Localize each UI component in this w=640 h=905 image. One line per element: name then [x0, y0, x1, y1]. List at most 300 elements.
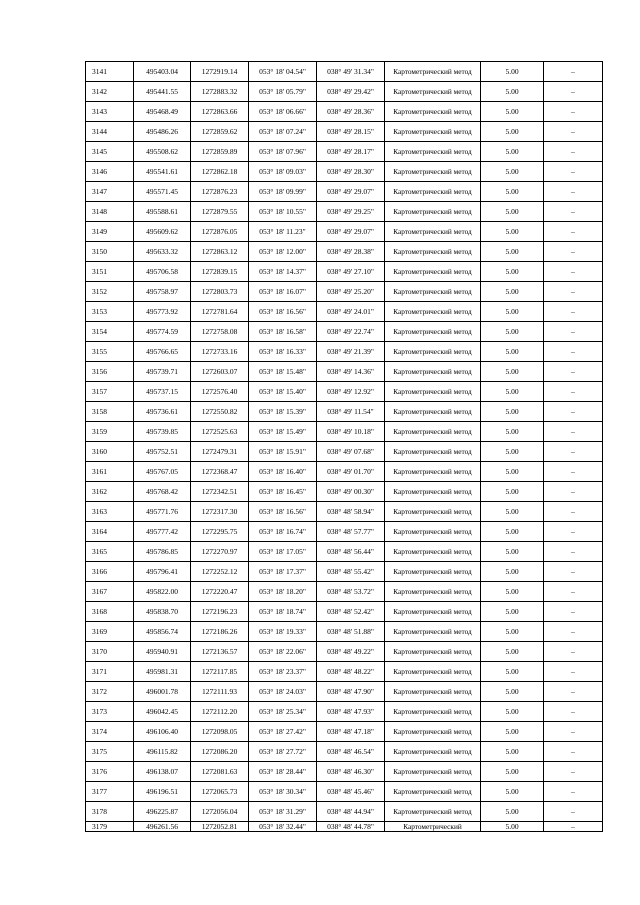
x-coordinate-cell: 495838.70 [134, 602, 191, 622]
longitude-cell: 038° 48' 55.42" [317, 562, 385, 582]
method-cell: Картометрический метод [385, 762, 481, 782]
x-coordinate-cell: 496042.45 [134, 702, 191, 722]
accuracy-cell: 5.00 [481, 102, 544, 122]
accuracy-cell: 5.00 [481, 662, 544, 682]
note-cell: – [544, 62, 603, 82]
x-coordinate-cell: 496138.07 [134, 762, 191, 782]
method-cell: Картометрический метод [385, 702, 481, 722]
method-cell: Картометрический метод [385, 342, 481, 362]
x-coordinate-cell: 495766.65 [134, 342, 191, 362]
longitude-cell: 038° 49' 14.36" [317, 362, 385, 382]
note-cell: – [544, 642, 603, 662]
table-row [86, 162, 603, 182]
latitude-cell: 053° 18' 15.91" [249, 442, 317, 462]
method-cell: Картометрический метод [385, 302, 481, 322]
point-number-cell: 3161 [86, 462, 134, 482]
latitude-cell: 053° 18' 10.55" [249, 202, 317, 222]
y-coordinate-cell: 1272342.51 [191, 482, 249, 502]
method-cell: Картометрический метод [385, 522, 481, 542]
longitude-cell: 038° 49' 01.70" [317, 462, 385, 482]
note-cell: – [544, 222, 603, 242]
table-row [86, 622, 603, 642]
method-cell: Картометрический метод [385, 222, 481, 242]
table-row [86, 762, 603, 782]
method-cell: Картометрический метод [385, 142, 481, 162]
accuracy-cell: 5.00 [481, 62, 544, 82]
method-cell: Картометрический метод [385, 642, 481, 662]
note-cell: – [544, 162, 603, 182]
longitude-cell: 038° 49' 28.17" [317, 142, 385, 162]
point-number-cell: 3160 [86, 442, 134, 462]
y-coordinate-cell: 1272876.23 [191, 182, 249, 202]
point-number-cell: 3172 [86, 682, 134, 702]
x-coordinate-cell: 495571.45 [134, 182, 191, 202]
table-row [86, 242, 603, 262]
note-cell: – [544, 322, 603, 342]
table-row [86, 282, 603, 302]
longitude-cell: 038° 49' 00.30" [317, 482, 385, 502]
note-cell: – [544, 782, 603, 802]
accuracy-cell: 5.00 [481, 142, 544, 162]
y-coordinate-cell: 1272056.04 [191, 802, 249, 822]
y-coordinate-cell: 1272086.20 [191, 742, 249, 762]
y-coordinate-cell: 1272863.12 [191, 242, 249, 262]
y-coordinate-cell: 1272550.82 [191, 402, 249, 422]
note-cell: – [544, 622, 603, 642]
y-coordinate-cell: 1272919.14 [191, 62, 249, 82]
y-coordinate-cell: 1272220.47 [191, 582, 249, 602]
point-number-cell: 3158 [86, 402, 134, 422]
latitude-cell: 053° 18' 07.96" [249, 142, 317, 162]
note-cell: – [544, 362, 603, 382]
y-coordinate-cell: 1272576.40 [191, 382, 249, 402]
table-row [86, 522, 603, 542]
point-number-cell: 3151 [86, 262, 134, 282]
method-cell: Картометрический метод [385, 402, 481, 422]
method-cell: Картометрический метод [385, 602, 481, 622]
method-cell: Картометрический метод [385, 182, 481, 202]
x-coordinate-cell: 495768.42 [134, 482, 191, 502]
coordinates-table [85, 61, 603, 832]
x-coordinate-cell: 495588.61 [134, 202, 191, 222]
note-cell: – [544, 122, 603, 142]
point-number-cell: 3143 [86, 102, 134, 122]
latitude-cell: 053° 18' 18.74" [249, 602, 317, 622]
accuracy-cell: 5.00 [481, 502, 544, 522]
method-cell: Картометрический метод [385, 262, 481, 282]
latitude-cell: 053° 18' 16.07" [249, 282, 317, 302]
latitude-cell: 053° 18' 17.05" [249, 542, 317, 562]
method-cell: Картометрический метод [385, 102, 481, 122]
point-number-cell: 3156 [86, 362, 134, 382]
point-number-cell: 3159 [86, 422, 134, 442]
point-number-cell: 3150 [86, 242, 134, 262]
point-number-cell: 3142 [86, 82, 134, 102]
accuracy-cell: 5.00 [481, 122, 544, 142]
table-row [86, 122, 603, 142]
accuracy-cell: 5.00 [481, 222, 544, 242]
accuracy-cell: 5.00 [481, 642, 544, 662]
accuracy-cell: 5.00 [481, 402, 544, 422]
y-coordinate-cell: 1272525.63 [191, 422, 249, 442]
longitude-cell: 038° 48' 46.30" [317, 762, 385, 782]
x-coordinate-cell: 495541.61 [134, 162, 191, 182]
y-coordinate-cell: 1272112.20 [191, 702, 249, 722]
longitude-cell: 038° 48' 45.46" [317, 782, 385, 802]
note-cell: – [544, 82, 603, 102]
y-coordinate-cell: 1272876.05 [191, 222, 249, 242]
method-cell: Картометрический метод [385, 82, 481, 102]
y-coordinate-cell: 1272196.23 [191, 602, 249, 622]
x-coordinate-cell: 495633.32 [134, 242, 191, 262]
table-row [86, 562, 603, 582]
method-cell: Картометрический метод [385, 202, 481, 222]
y-coordinate-cell: 1272317.30 [191, 502, 249, 522]
table-row [86, 362, 603, 382]
accuracy-cell: 5.00 [481, 82, 544, 102]
longitude-cell: 038° 49' 27.10" [317, 262, 385, 282]
accuracy-cell: 5.00 [481, 482, 544, 502]
point-number-cell: 3149 [86, 222, 134, 242]
point-number-cell: 3168 [86, 602, 134, 622]
latitude-cell: 053° 18' 31.29" [249, 802, 317, 822]
method-cell: Картометрический метод [385, 482, 481, 502]
point-number-cell: 3146 [86, 162, 134, 182]
accuracy-cell: 5.00 [481, 422, 544, 442]
method-cell: Картометрический метод [385, 582, 481, 602]
x-coordinate-cell: 495508.62 [134, 142, 191, 162]
x-coordinate-cell: 495752.51 [134, 442, 191, 462]
latitude-cell: 053° 18' 32.44" [249, 822, 317, 832]
latitude-cell: 053° 18' 15.39" [249, 402, 317, 422]
x-coordinate-cell: 495758.97 [134, 282, 191, 302]
point-number-cell: 3178 [86, 802, 134, 822]
point-number-cell: 3141 [86, 62, 134, 82]
table-row [86, 62, 603, 82]
latitude-cell: 053° 18' 17.37" [249, 562, 317, 582]
accuracy-cell: 5.00 [481, 242, 544, 262]
x-coordinate-cell: 495767.05 [134, 462, 191, 482]
point-number-cell: 3167 [86, 582, 134, 602]
latitude-cell: 053° 18' 16.56" [249, 302, 317, 322]
accuracy-cell: 5.00 [481, 442, 544, 462]
latitude-cell: 053° 18' 18.20" [249, 582, 317, 602]
note-cell: – [544, 262, 603, 282]
note-cell: – [544, 602, 603, 622]
longitude-cell: 038° 48' 48.22" [317, 662, 385, 682]
x-coordinate-cell: 495773.92 [134, 302, 191, 322]
longitude-cell: 038° 49' 24.01" [317, 302, 385, 322]
table-row [86, 502, 603, 522]
note-cell: – [544, 582, 603, 602]
longitude-cell: 038° 48' 58.94" [317, 502, 385, 522]
y-coordinate-cell: 1272603.07 [191, 362, 249, 382]
y-coordinate-cell: 1272052.81 [191, 822, 249, 832]
method-cell: Картометрический метод [385, 802, 481, 822]
latitude-cell: 053° 18' 06.66" [249, 102, 317, 122]
accuracy-cell: 5.00 [481, 582, 544, 602]
method-cell: Картометрический метод [385, 542, 481, 562]
latitude-cell: 053° 18' 04.54" [249, 62, 317, 82]
point-number-cell: 3163 [86, 502, 134, 522]
method-cell: Картометрический метод [385, 682, 481, 702]
table-row [86, 202, 603, 222]
longitude-cell: 038° 49' 31.34" [317, 62, 385, 82]
note-cell: – [544, 482, 603, 502]
x-coordinate-cell: 495737.15 [134, 382, 191, 402]
longitude-cell: 038° 48' 47.93" [317, 702, 385, 722]
accuracy-cell: 5.00 [481, 162, 544, 182]
note-cell: – [544, 202, 603, 222]
point-number-cell: 3157 [86, 382, 134, 402]
note-cell: – [544, 682, 603, 702]
accuracy-cell: 5.00 [481, 802, 544, 822]
accuracy-cell: 5.00 [481, 742, 544, 762]
point-number-cell: 3148 [86, 202, 134, 222]
accuracy-cell: 5.00 [481, 202, 544, 222]
x-coordinate-cell: 495736.61 [134, 402, 191, 422]
longitude-cell: 038° 49' 11.54" [317, 402, 385, 422]
note-cell: – [544, 302, 603, 322]
x-coordinate-cell: 495786.85 [134, 542, 191, 562]
table-row [86, 642, 603, 662]
table-row [86, 142, 603, 162]
longitude-cell: 038° 48' 57.77" [317, 522, 385, 542]
note-cell: – [544, 762, 603, 782]
method-cell: Картометрический метод [385, 742, 481, 762]
table-row [86, 682, 603, 702]
accuracy-cell: 5.00 [481, 622, 544, 642]
method-cell: Картометрический метод [385, 422, 481, 442]
longitude-cell: 038° 48' 47.18" [317, 722, 385, 742]
x-coordinate-cell: 495774.59 [134, 322, 191, 342]
x-coordinate-cell: 495609.62 [134, 222, 191, 242]
table-row [86, 582, 603, 602]
x-coordinate-cell: 496225.87 [134, 802, 191, 822]
point-number-cell: 3175 [86, 742, 134, 762]
note-cell: – [544, 722, 603, 742]
method-cell: Картометрический метод [385, 722, 481, 742]
point-number-cell: 3170 [86, 642, 134, 662]
longitude-cell: 038° 49' 29.25" [317, 202, 385, 222]
longitude-cell: 038° 48' 52.42" [317, 602, 385, 622]
table-row [86, 702, 603, 722]
table-row [86, 222, 603, 242]
point-number-cell: 3162 [86, 482, 134, 502]
note-cell: – [544, 562, 603, 582]
note-cell: – [544, 422, 603, 442]
method-cell: Картометрический метод [385, 162, 481, 182]
y-coordinate-cell: 1272368.47 [191, 462, 249, 482]
accuracy-cell: 5.00 [481, 462, 544, 482]
latitude-cell: 053° 18' 09.03" [249, 162, 317, 182]
latitude-cell: 053° 18' 16.74" [249, 522, 317, 542]
accuracy-cell: 5.00 [481, 182, 544, 202]
latitude-cell: 053° 18' 19.33" [249, 622, 317, 642]
longitude-cell: 038° 48' 56.44" [317, 542, 385, 562]
note-cell: – [544, 282, 603, 302]
note-cell: – [544, 142, 603, 162]
table-row [86, 662, 603, 682]
table-row [86, 442, 603, 462]
accuracy-cell: 5.00 [481, 302, 544, 322]
table-row [86, 542, 603, 562]
x-coordinate-cell: 496115.82 [134, 742, 191, 762]
method-cell: Картометрический метод [385, 362, 481, 382]
point-number-cell: 3155 [86, 342, 134, 362]
latitude-cell: 053° 18' 15.40" [249, 382, 317, 402]
table-row [86, 482, 603, 502]
longitude-cell: 038° 49' 07.68" [317, 442, 385, 462]
point-number-cell: 3153 [86, 302, 134, 322]
method-cell: Картометрический метод [385, 442, 481, 462]
point-number-cell: 3176 [86, 762, 134, 782]
latitude-cell: 053° 18' 16.56" [249, 502, 317, 522]
table-row [86, 822, 603, 832]
y-coordinate-cell: 1272758.08 [191, 322, 249, 342]
y-coordinate-cell: 1272863.66 [191, 102, 249, 122]
latitude-cell: 053° 18' 05.79" [249, 82, 317, 102]
x-coordinate-cell: 496261.56 [134, 822, 191, 832]
point-number-cell: 3144 [86, 122, 134, 142]
method-cell: Картометрический метод [385, 782, 481, 802]
x-coordinate-cell: 495796.41 [134, 562, 191, 582]
point-number-cell: 3154 [86, 322, 134, 342]
y-coordinate-cell: 1272117.85 [191, 662, 249, 682]
y-coordinate-cell: 1272859.62 [191, 122, 249, 142]
x-coordinate-cell: 495468.49 [134, 102, 191, 122]
table-row [86, 462, 603, 482]
x-coordinate-cell: 495706.58 [134, 262, 191, 282]
table-row [86, 802, 603, 822]
method-cell: Картометрический метод [385, 242, 481, 262]
table-row [86, 382, 603, 402]
point-number-cell: 3166 [86, 562, 134, 582]
table-row [86, 722, 603, 742]
method-cell: Картометрический метод [385, 562, 481, 582]
point-number-cell: 3173 [86, 702, 134, 722]
y-coordinate-cell: 1272879.55 [191, 202, 249, 222]
accuracy-cell: 5.00 [481, 382, 544, 402]
latitude-cell: 053° 18' 16.33" [249, 342, 317, 362]
latitude-cell: 053° 18' 14.37" [249, 262, 317, 282]
point-number-cell: 3169 [86, 622, 134, 642]
longitude-cell: 038° 48' 51.88" [317, 622, 385, 642]
table-row [86, 342, 603, 362]
accuracy-cell: 5.00 [481, 722, 544, 742]
latitude-cell: 053° 18' 16.58" [249, 322, 317, 342]
method-cell: Картометрический метод [385, 122, 481, 142]
point-number-cell: 3165 [86, 542, 134, 562]
accuracy-cell: 5.00 [481, 362, 544, 382]
table-row [86, 82, 603, 102]
latitude-cell: 053° 18' 16.45" [249, 482, 317, 502]
x-coordinate-cell: 495739.85 [134, 422, 191, 442]
accuracy-cell: 5.00 [481, 822, 544, 832]
longitude-cell: 038° 48' 46.54" [317, 742, 385, 762]
y-coordinate-cell: 1272186.26 [191, 622, 249, 642]
x-coordinate-cell: 495403.04 [134, 62, 191, 82]
x-coordinate-cell: 495771.76 [134, 502, 191, 522]
latitude-cell: 053° 18' 28.44" [249, 762, 317, 782]
y-coordinate-cell: 1272781.64 [191, 302, 249, 322]
y-coordinate-cell: 1272065.73 [191, 782, 249, 802]
latitude-cell: 053° 18' 27.72" [249, 742, 317, 762]
table-row [86, 322, 603, 342]
x-coordinate-cell: 495777.42 [134, 522, 191, 542]
point-number-cell: 3171 [86, 662, 134, 682]
latitude-cell: 053° 18' 12.00" [249, 242, 317, 262]
note-cell: – [544, 242, 603, 262]
longitude-cell: 038° 49' 29.07" [317, 182, 385, 202]
point-number-cell: 3152 [86, 282, 134, 302]
method-cell: Картометрический метод [385, 622, 481, 642]
longitude-cell: 038° 49' 12.92" [317, 382, 385, 402]
longitude-cell: 038° 49' 28.30" [317, 162, 385, 182]
accuracy-cell: 5.00 [481, 262, 544, 282]
accuracy-cell: 5.00 [481, 322, 544, 342]
longitude-cell: 038° 48' 53.72" [317, 582, 385, 602]
table-row [86, 102, 603, 122]
note-cell: – [544, 822, 603, 832]
method-cell: Картометрический метод [385, 282, 481, 302]
point-number-cell: 3177 [86, 782, 134, 802]
longitude-cell: 038° 48' 44.78" [317, 822, 385, 832]
accuracy-cell: 5.00 [481, 282, 544, 302]
latitude-cell: 053° 18' 30.34" [249, 782, 317, 802]
note-cell: – [544, 702, 603, 722]
y-coordinate-cell: 1272479.31 [191, 442, 249, 462]
point-number-cell: 3174 [86, 722, 134, 742]
y-coordinate-cell: 1272295.75 [191, 522, 249, 542]
y-coordinate-cell: 1272862.18 [191, 162, 249, 182]
note-cell: – [544, 402, 603, 422]
latitude-cell: 053° 18' 27.42" [249, 722, 317, 742]
table-row [86, 302, 603, 322]
latitude-cell: 053° 18' 11.23" [249, 222, 317, 242]
y-coordinate-cell: 1272081.63 [191, 762, 249, 782]
note-cell: – [544, 462, 603, 482]
accuracy-cell: 5.00 [481, 562, 544, 582]
accuracy-cell: 5.00 [481, 762, 544, 782]
accuracy-cell: 5.00 [481, 542, 544, 562]
latitude-cell: 053° 18' 22.06" [249, 642, 317, 662]
method-cell: Картометрический [385, 822, 481, 832]
y-coordinate-cell: 1272859.89 [191, 142, 249, 162]
x-coordinate-cell: 495981.31 [134, 662, 191, 682]
latitude-cell: 053° 18' 16.40" [249, 462, 317, 482]
table-body [86, 62, 603, 832]
x-coordinate-cell: 495940.91 [134, 642, 191, 662]
x-coordinate-cell: 495822.00 [134, 582, 191, 602]
note-cell: – [544, 182, 603, 202]
x-coordinate-cell: 495739.71 [134, 362, 191, 382]
table-row [86, 402, 603, 422]
latitude-cell: 053° 18' 24.03" [249, 682, 317, 702]
accuracy-cell: 5.00 [481, 782, 544, 802]
longitude-cell: 038° 49' 10.18" [317, 422, 385, 442]
latitude-cell: 053° 18' 15.49" [249, 422, 317, 442]
y-coordinate-cell: 1272252.12 [191, 562, 249, 582]
y-coordinate-cell: 1272111.93 [191, 682, 249, 702]
x-coordinate-cell: 496196.51 [134, 782, 191, 802]
accuracy-cell: 5.00 [481, 342, 544, 362]
note-cell: – [544, 442, 603, 462]
latitude-cell: 053° 18' 15.48" [249, 362, 317, 382]
table-row [86, 602, 603, 622]
longitude-cell: 038° 49' 29.42" [317, 82, 385, 102]
note-cell: – [544, 382, 603, 402]
